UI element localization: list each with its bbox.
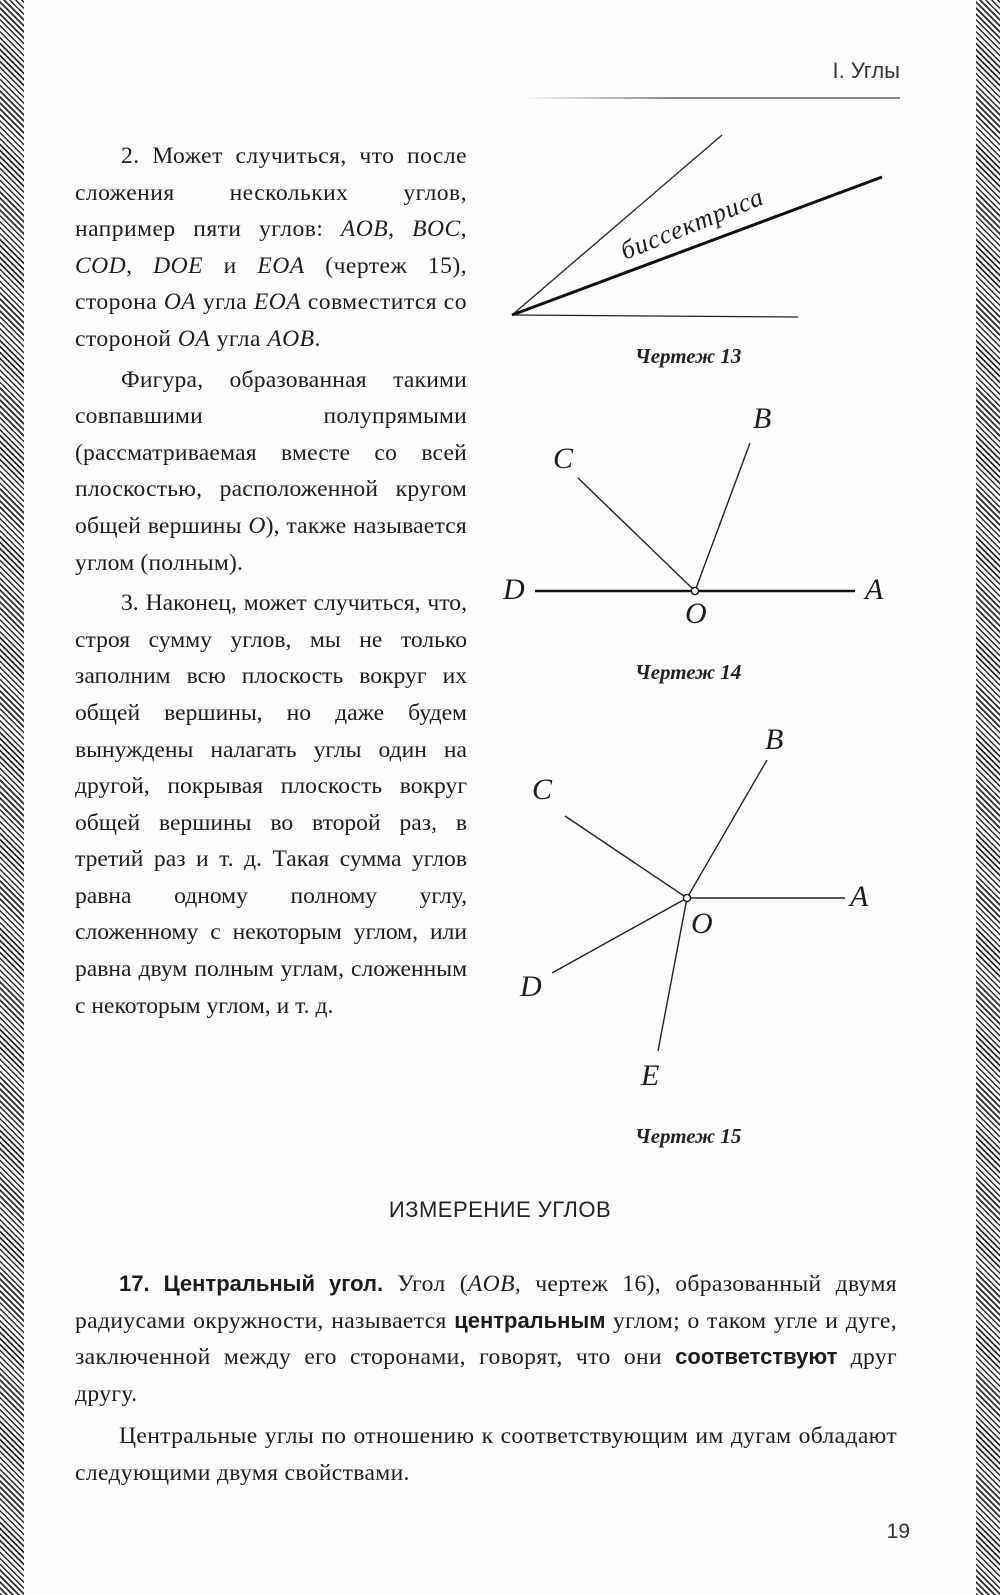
fig15-label-C: C (532, 773, 553, 806)
fig15-ray-OD (552, 898, 687, 973)
fig15-label-E: E (641, 1059, 660, 1092)
figure-13-caption: Чертеж 13 (635, 344, 742, 368)
figure-14 (495, 395, 905, 630)
paragraph-3: 3. Наконец, может случиться, что, строя сумму углов, мы не только заполним всю плоскость вокруг их общей вершины, но даже будем вынуждены налагать углы один на другой, покрывая плоскость вокруг общей вершины во второй раз, в третий раз и т. д. Такая сумма углов равна одному полному углу, сложенному с некоторым углом, или равна двум полным углам, сложенным с некоторым углом, и т. д. (75, 590, 467, 1019)
fig14-label-O: O (685, 597, 707, 630)
header-rule (520, 97, 900, 99)
fig15-label-B: B (765, 723, 784, 756)
fig14-label-C: C (553, 442, 574, 475)
body-text (75, 1266, 897, 1498)
paragraph-17: 17. Центральный угол. Угол (AOB, чертеж 16), образованный двумя радиусами окружности, называется центральным углом; о таком угле и дуге, заключенной между его сторонами, говорят, что они соответствуют друг другу. (75, 1271, 897, 1407)
fig14-label-D: D (503, 573, 525, 606)
fig15-ray-OB (687, 760, 767, 898)
running-header: I. Углы (832, 58, 900, 83)
fig13-bisector-label: биссектриса (616, 181, 769, 266)
fig15-vertex-O (683, 894, 690, 901)
section-title: ИЗМЕРЕНИЕ УГЛОВ (388, 1197, 612, 1222)
paragraph-number-title: 17. Центральный угол. (119, 1271, 384, 1296)
fig14-ray-OB (695, 443, 750, 591)
fig14-label-A: A (865, 573, 884, 606)
paragraph-central-angles: Центральные углы по отношению к соответствующим им дугам обладают следующими двумя свойствами. (75, 1423, 897, 1486)
fig13-bisector-ray (512, 177, 882, 315)
figure-14-caption: Чертеж 14 (635, 660, 742, 684)
figure-13 (500, 125, 900, 330)
left-decorative-border (0, 0, 24, 1595)
fig14-vertex-O (691, 587, 698, 594)
page-number: 19 (886, 1520, 910, 1543)
fig14-label-B: B (753, 402, 772, 435)
fig15-label-D: D (520, 970, 542, 1003)
fig15-ray-OC (565, 816, 687, 898)
paragraph-2: 2. Может случиться, что после сложения нескольких углов, например пяти углов: AOB, BOC, COD, DOE и EOA (чертеж 15), сторона OA угла EOA совместится со стороной OA угла AOB. (75, 143, 468, 352)
figure-15 (505, 715, 905, 1095)
fig15-label-A: A (850, 880, 869, 913)
left-text-column (75, 138, 467, 1028)
right-decorative-border (976, 0, 1000, 1595)
fig15-ray-OE (658, 898, 687, 1051)
fig13-lower-ray (512, 315, 798, 317)
paragraph-full-angle: Фигура, образованная такими совпавшими полупрямыми (рассматриваемая вместе со всей плоскостью, расположенной кругом общей вершины O), также называется углом (полным). (75, 366, 467, 576)
fig15-label-O: O (691, 907, 713, 940)
fig14-ray-OC (578, 478, 695, 591)
figure-15-caption: Чертеж 15 (635, 1124, 742, 1148)
